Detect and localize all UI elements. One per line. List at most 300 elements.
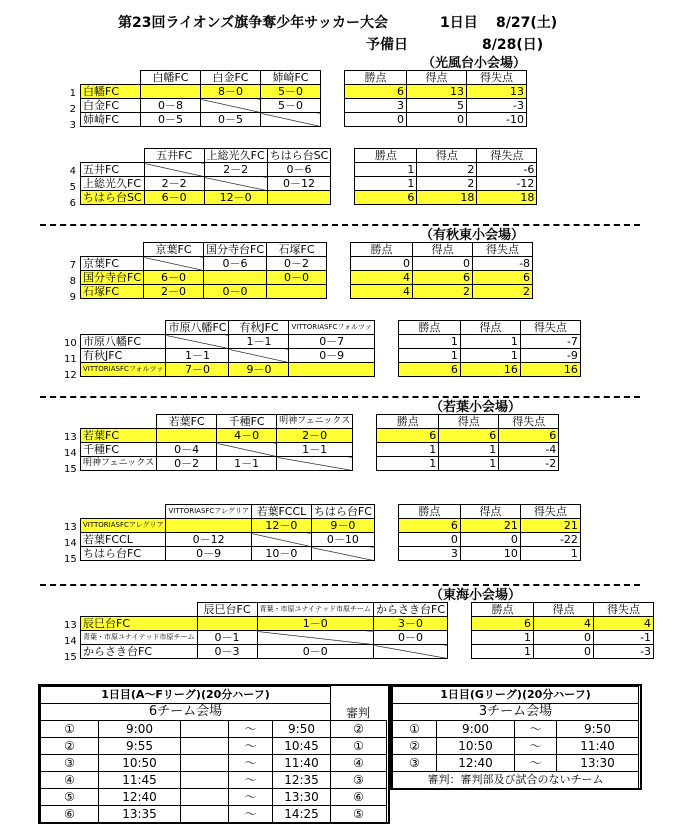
self-match-cell xyxy=(229,349,289,363)
tilde: ～ xyxy=(229,755,273,772)
team-goals: 1 xyxy=(460,349,520,363)
team-goal-diff: -1 xyxy=(594,631,654,645)
corner-cell xyxy=(81,243,144,257)
tilde: ～ xyxy=(229,721,273,738)
team-row xyxy=(81,99,527,113)
points-header: 勝点 xyxy=(377,415,439,429)
team-row xyxy=(81,617,654,631)
opponent-header: VITTORIASFCアレグリア xyxy=(166,505,251,519)
slot-number: ① xyxy=(393,721,437,738)
blank-cell xyxy=(181,789,229,806)
tilde: ～ xyxy=(515,721,557,738)
points-header: 勝点 xyxy=(472,603,534,617)
match-result: 1－1 xyxy=(166,349,229,363)
team-points: 1 xyxy=(355,163,417,177)
team-row xyxy=(81,285,533,299)
self-match-cell xyxy=(289,363,374,377)
goals-header: 得点 xyxy=(439,415,499,429)
gap-cell xyxy=(353,429,377,443)
gap-cell xyxy=(374,321,398,335)
self-match-cell xyxy=(261,113,321,127)
diff-header: 得失点 xyxy=(467,71,527,85)
team-name: ちはら台FC xyxy=(81,547,166,561)
team-goals: 16 xyxy=(460,363,520,377)
team-row xyxy=(81,271,533,285)
gap-cell xyxy=(374,547,398,561)
goals-header: 得点 xyxy=(534,603,594,617)
tilde: ～ xyxy=(229,738,273,755)
team-goals: 6 xyxy=(413,271,473,285)
gap-cell xyxy=(321,85,345,99)
blank-cell xyxy=(181,772,229,789)
gap-cell xyxy=(321,71,345,85)
venue-label: （光風台小会場） xyxy=(422,56,527,71)
team-goals: 18 xyxy=(417,191,477,205)
group-table xyxy=(80,602,654,659)
team-name: 有秋JFC xyxy=(81,349,166,363)
self-match-cell xyxy=(267,191,331,205)
diff-header: 得失点 xyxy=(594,603,654,617)
gap-cell xyxy=(448,631,472,645)
team-row xyxy=(81,257,533,271)
schedule-right-subtitle: 3チーム会場 xyxy=(393,704,639,721)
row-number: 11 xyxy=(64,354,77,365)
gap-cell xyxy=(331,163,355,177)
schedule-row xyxy=(41,738,387,755)
team-goal-diff: -10 xyxy=(467,113,527,127)
match-result: 0－10 xyxy=(311,533,374,547)
team-goals: 2 xyxy=(413,285,473,299)
schedule-row xyxy=(393,721,639,738)
team-goal-diff: 13 xyxy=(467,85,527,99)
opponent-header: 辰巳台FC xyxy=(197,603,257,617)
team-row xyxy=(81,631,654,645)
match-result: 8－0 xyxy=(201,85,261,99)
team-name: 辰巳台FC xyxy=(81,617,198,631)
gap-cell xyxy=(374,335,398,349)
match-result: 0－6 xyxy=(204,257,267,271)
gap-cell xyxy=(321,99,345,113)
row-number: 15 xyxy=(64,652,77,663)
row-number: 10 xyxy=(64,338,77,349)
match-result: 0－0 xyxy=(374,631,448,645)
gap-cell xyxy=(327,243,351,257)
team-points: 0 xyxy=(351,257,413,271)
referee-slot: ⑤ xyxy=(331,806,387,823)
team-row xyxy=(81,363,581,377)
opponent-header: 五井FC xyxy=(144,149,204,163)
end-time: 14:25 xyxy=(273,806,331,823)
corner-cell xyxy=(81,505,166,519)
opponent-header: 白金FC xyxy=(201,71,261,85)
group-table xyxy=(80,504,581,561)
corner-cell xyxy=(81,71,141,85)
points-header: 勝点 xyxy=(398,321,460,335)
team-points: 4 xyxy=(351,285,413,299)
team-row xyxy=(81,163,537,177)
match-result: 3－0 xyxy=(374,617,448,631)
group-table xyxy=(80,148,537,205)
self-match-cell xyxy=(277,457,353,471)
schedule-row xyxy=(41,806,387,823)
row-number: 3 xyxy=(69,120,76,131)
tilde: ～ xyxy=(229,806,273,823)
opponent-header: ちはら台SC xyxy=(267,149,331,163)
match-result: 0－9 xyxy=(166,547,251,561)
match-result: 2－0 xyxy=(277,429,353,443)
blank-cell xyxy=(181,806,229,823)
team-row xyxy=(81,645,654,659)
referee-slot: ③ xyxy=(331,772,387,789)
match-result: 9－0 xyxy=(229,363,289,377)
match-result: 0－5 xyxy=(201,113,261,127)
self-match-cell xyxy=(201,99,261,113)
reserve-date: 8/28(日) xyxy=(482,37,544,53)
tilde: ～ xyxy=(515,738,557,755)
referee-slot: ⑥ xyxy=(331,789,387,806)
match-result: 0－2 xyxy=(157,457,217,471)
match-result: 0－2 xyxy=(267,257,327,271)
diff-header: 得失点 xyxy=(499,415,559,429)
team-name: 白幡FC xyxy=(81,85,141,99)
opponent-header: 明神フェニックス xyxy=(277,415,353,429)
gap-cell xyxy=(321,113,345,127)
match-result: 0－0 xyxy=(257,645,374,659)
team-goals: 1 xyxy=(439,457,499,471)
group-table xyxy=(80,320,581,377)
reserve-label: 予備日 xyxy=(366,37,408,53)
team-goal-diff: -8 xyxy=(473,257,533,271)
self-match-cell xyxy=(204,271,267,285)
venue-label: （東海小会場） xyxy=(430,588,522,603)
match-result: 10－0 xyxy=(251,547,311,561)
opponent-header: 姉崎FC xyxy=(261,71,321,85)
match-result: 0－1 xyxy=(197,631,257,645)
self-match-cell xyxy=(157,429,217,443)
gap-cell xyxy=(374,363,398,377)
team-goal-diff: -3 xyxy=(467,99,527,113)
opponent-header: 白幡FC xyxy=(141,71,201,85)
match-result: 12－0 xyxy=(204,191,267,205)
end-time: 13:30 xyxy=(557,755,639,772)
match-result: 0－6 xyxy=(267,163,331,177)
gap-cell xyxy=(331,177,355,191)
tilde: ～ xyxy=(229,772,273,789)
start-time: 9:00 xyxy=(99,721,181,738)
start-time: 12:40 xyxy=(437,755,515,772)
points-header: 勝点 xyxy=(398,505,460,519)
team-goal-diff: 6 xyxy=(499,429,559,443)
team-points: 6 xyxy=(398,519,460,533)
match-result: 1－0 xyxy=(257,617,374,631)
team-row xyxy=(81,335,581,349)
match-result: 0－0 xyxy=(204,285,267,299)
match-result: 6－0 xyxy=(144,191,204,205)
self-match-cell xyxy=(197,617,257,631)
schedule-row xyxy=(41,789,387,806)
points-header: 勝点 xyxy=(355,149,417,163)
end-time: 11:40 xyxy=(273,755,331,772)
separator xyxy=(40,224,640,226)
slot-number: ② xyxy=(393,738,437,755)
team-goal-diff: 18 xyxy=(477,191,537,205)
opponent-header: からさき台FC xyxy=(374,603,448,617)
team-points: 4 xyxy=(351,271,413,285)
match-result: 5－0 xyxy=(261,85,321,99)
team-name: 市原八幡FC xyxy=(81,335,166,349)
team-goals: 0 xyxy=(534,631,594,645)
match-result: 1－1 xyxy=(217,457,277,471)
slot-number: ② xyxy=(41,738,99,755)
referee-slot: ② xyxy=(331,721,387,738)
team-name: ちはら台SC xyxy=(81,191,145,205)
gap-cell xyxy=(327,271,351,285)
slot-number: ④ xyxy=(41,772,99,789)
team-goals: 13 xyxy=(407,85,467,99)
gap-cell xyxy=(327,285,351,299)
match-result: 4－0 xyxy=(217,429,277,443)
team-points: 1 xyxy=(377,443,439,457)
gap-cell xyxy=(353,415,377,429)
team-goal-diff: 1 xyxy=(520,547,580,561)
team-goals: 10 xyxy=(460,547,520,561)
end-time: 10:45 xyxy=(273,738,331,755)
team-points: 3 xyxy=(345,99,407,113)
team-goals: 6 xyxy=(439,429,499,443)
team-row xyxy=(81,177,537,191)
row-number: 14 xyxy=(64,636,77,647)
team-points: 1 xyxy=(355,177,417,191)
diff-header: 得失点 xyxy=(520,321,580,335)
referee-slot: ① xyxy=(331,738,387,755)
team-name: 国分寺台FC xyxy=(81,271,144,285)
day-label: 1日目 xyxy=(440,15,478,31)
schedule-row xyxy=(41,772,387,789)
team-goal-diff: 21 xyxy=(520,519,580,533)
gap-cell xyxy=(448,603,472,617)
schedule-row xyxy=(393,738,639,755)
match-result: 7－0 xyxy=(166,363,229,377)
gap-cell xyxy=(327,257,351,271)
team-row xyxy=(81,519,581,533)
schedule-row xyxy=(41,721,387,738)
start-time: 13:35 xyxy=(99,806,181,823)
self-match-cell xyxy=(311,547,374,561)
team-goal-diff: 6 xyxy=(473,271,533,285)
self-match-cell xyxy=(144,257,204,271)
match-result: 2－2 xyxy=(144,177,204,191)
team-name: からさき台FC xyxy=(81,645,198,659)
end-time: 13:30 xyxy=(273,789,331,806)
corner-cell xyxy=(81,321,166,335)
gap-cell xyxy=(448,645,472,659)
opponent-header: 有秋JFC xyxy=(229,321,289,335)
team-name: 姉崎FC xyxy=(81,113,141,127)
end-time: 12:35 xyxy=(273,772,331,789)
team-points: 0 xyxy=(398,533,460,547)
team-name: 京葉FC xyxy=(81,257,144,271)
row-number: 1 xyxy=(69,88,76,99)
team-goals: 21 xyxy=(460,519,520,533)
points-header: 勝点 xyxy=(345,71,407,85)
team-name: 石塚FC xyxy=(81,285,144,299)
row-number: 13 xyxy=(64,432,77,443)
team-goals: 2 xyxy=(417,163,477,177)
match-result: 0－12 xyxy=(166,533,251,547)
team-goals: 4 xyxy=(534,617,594,631)
match-result: 5－0 xyxy=(261,99,321,113)
end-time: 9:50 xyxy=(557,721,639,738)
opponent-header: 京葉FC xyxy=(144,243,204,257)
diff-header: 得失点 xyxy=(520,505,580,519)
team-points: 6 xyxy=(355,191,417,205)
team-goals: 0 xyxy=(534,645,594,659)
start-time: 10:50 xyxy=(99,755,181,772)
goals-header: 得点 xyxy=(413,243,473,257)
team-points: 1 xyxy=(472,631,534,645)
match-result: 1－1 xyxy=(277,443,353,457)
blank-cell xyxy=(181,755,229,772)
opponent-header: 市原八幡FC xyxy=(166,321,229,335)
slot-number: ⑤ xyxy=(41,789,99,806)
goals-header: 得点 xyxy=(460,505,520,519)
team-goals: 1 xyxy=(439,443,499,457)
team-row xyxy=(81,113,527,127)
team-points: 6 xyxy=(377,429,439,443)
team-name: 青葉・市原ユナイテッド市原チーム xyxy=(81,631,198,645)
start-time: 10:50 xyxy=(437,738,515,755)
gap-cell xyxy=(448,617,472,631)
team-goal-diff: 2 xyxy=(473,285,533,299)
team-name: 白金FC xyxy=(81,99,141,113)
slot-number: ① xyxy=(41,721,99,738)
match-result: 0－7 xyxy=(289,335,374,349)
schedule-right xyxy=(392,686,639,789)
team-points: 1 xyxy=(377,457,439,471)
self-match-cell xyxy=(374,645,448,659)
team-goal-diff: 16 xyxy=(520,363,580,377)
team-goal-diff: -3 xyxy=(594,645,654,659)
match-result: 0－4 xyxy=(157,443,217,457)
team-goals: 0 xyxy=(407,113,467,127)
team-name: 上総光久FC xyxy=(81,177,145,191)
team-row xyxy=(81,457,559,471)
opponent-header: ちはら台FC xyxy=(311,505,374,519)
gap-cell xyxy=(374,349,398,363)
match-result: 0－9 xyxy=(289,349,374,363)
team-points: 6 xyxy=(345,85,407,99)
opponent-header: 石塚FC xyxy=(267,243,327,257)
self-match-cell xyxy=(141,85,201,99)
team-name: 五井FC xyxy=(81,163,145,177)
tilde: ～ xyxy=(229,789,273,806)
self-match-cell xyxy=(166,335,229,349)
match-result: 2－0 xyxy=(144,285,204,299)
row-number: 12 xyxy=(64,370,77,381)
self-match-cell xyxy=(204,177,267,191)
separator xyxy=(40,396,640,398)
goals-header: 得点 xyxy=(407,71,467,85)
referee-header: 審判 xyxy=(345,706,370,720)
row-number: 2 xyxy=(69,104,76,115)
team-goals: 2 xyxy=(417,177,477,191)
gap-cell xyxy=(331,149,355,163)
gap-cell xyxy=(374,519,398,533)
match-result: 0－0 xyxy=(267,271,327,285)
team-goal-diff: 4 xyxy=(594,617,654,631)
end-time: 11:40 xyxy=(557,738,639,755)
row-number: 15 xyxy=(64,464,77,475)
corner-cell xyxy=(81,415,157,429)
team-name: 明神フェニックス xyxy=(81,457,157,471)
opponent-header: 千種FC xyxy=(217,415,277,429)
row-number: 7 xyxy=(69,260,76,271)
team-points: 3 xyxy=(398,547,460,561)
start-time: 12:40 xyxy=(99,789,181,806)
schedule-row xyxy=(393,755,639,772)
team-row xyxy=(81,191,537,205)
gap-cell xyxy=(374,505,398,519)
team-goal-diff: -6 xyxy=(477,163,537,177)
team-name: VITTORIASFCフォルツァ xyxy=(81,363,166,377)
team-name: 若葉FCCL xyxy=(81,533,166,547)
row-number: 9 xyxy=(69,292,76,303)
team-goals: 0 xyxy=(413,257,473,271)
start-time: 9:00 xyxy=(437,721,515,738)
team-goals: 5 xyxy=(407,99,467,113)
team-points: 0 xyxy=(345,113,407,127)
team-row xyxy=(81,85,527,99)
goals-header: 得点 xyxy=(417,149,477,163)
self-match-cell xyxy=(166,519,251,533)
blank-cell xyxy=(181,738,229,755)
group-table xyxy=(80,414,559,471)
opponent-header: 国分寺台FC xyxy=(204,243,267,257)
team-points: 6 xyxy=(398,363,460,377)
start-time: 9:55 xyxy=(99,738,181,755)
match-result: 0－5 xyxy=(141,113,201,127)
opponent-header: 上総光久FC xyxy=(204,149,267,163)
team-row xyxy=(81,349,581,363)
venue-label: （有秋東小会場） xyxy=(420,228,525,243)
self-match-cell xyxy=(267,285,327,299)
team-goal-diff: -2 xyxy=(499,457,559,471)
row-number: 4 xyxy=(69,166,76,177)
tournament-title: 第23回ライオンズ旗争奪少年サッカー大会 xyxy=(118,15,388,31)
diff-header: 得失点 xyxy=(477,149,537,163)
schedule-left-title: 1日目(A～Fリーグ)(20分ハーフ) xyxy=(41,687,331,704)
team-row xyxy=(81,547,581,561)
match-result: 9－0 xyxy=(311,519,374,533)
slot-number: ③ xyxy=(393,755,437,772)
match-result: 0－12 xyxy=(267,177,331,191)
end-time: 9:50 xyxy=(273,721,331,738)
referee-note: 審判：審判部及び試合のないチーム xyxy=(393,772,639,789)
row-number: 13 xyxy=(64,620,77,631)
team-goal-diff: -22 xyxy=(520,533,580,547)
team-row xyxy=(81,443,559,457)
self-match-cell xyxy=(217,443,277,457)
match-result: 2－2 xyxy=(204,163,267,177)
opponent-header: 青葉・市原ユナイテッド市原チーム xyxy=(257,603,374,617)
team-goal-diff: -7 xyxy=(520,335,580,349)
tilde: ～ xyxy=(515,755,557,772)
team-name: 若葉FC xyxy=(81,429,157,443)
group-table xyxy=(80,70,527,127)
schedule-left-subtitle: 6チーム会場 xyxy=(41,704,331,721)
opponent-header: VITTORIASFCフォルツァ xyxy=(289,321,374,335)
row-number: 8 xyxy=(69,276,76,287)
